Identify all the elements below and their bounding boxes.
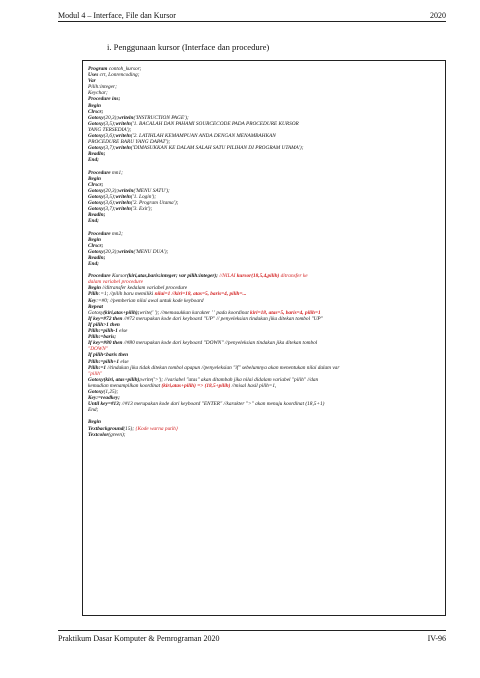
page-header (58, 6, 446, 20)
code-token: (1,25); (103, 388, 119, 395)
code-token: Pilih:=baris; (88, 334, 117, 341)
code-token: Clrscr; (88, 242, 104, 249)
code-line (88, 432, 445, 438)
code-token: else (119, 358, 129, 365)
code-token: Uses (88, 72, 99, 79)
code-token: else (117, 328, 128, 335)
code-token: Clrscr; (88, 181, 104, 188)
code-token: (3,5); (103, 193, 116, 200)
code-token: Pilih (88, 291, 99, 298)
code-token: YANG TERSEDIA'); (88, 126, 132, 133)
code-token: kemudian menampilkan koordinat (88, 382, 162, 389)
code-token: Gotoxy(kiri, atas+pilih); (88, 376, 142, 383)
code-token: End; (88, 407, 99, 414)
code-token: (15); (123, 425, 136, 432)
code-token: If pilih<baris then (88, 352, 129, 359)
code-token: Pilih:=1 (88, 364, 107, 371)
code-token: Repeat (88, 303, 104, 310)
footer-course: Praktikum Dasar Komputer & Pemrograman 2020 (58, 634, 220, 643)
header-rule (58, 21, 446, 22)
code-token: Gotoxy (88, 120, 104, 127)
code-token: Key (88, 297, 97, 304)
code-token: mn1; (110, 169, 123, 176)
code-token: Keychar; (88, 90, 108, 97)
code-token: dalam variabel procedure (88, 279, 143, 286)
code-token: Readln; (88, 254, 106, 261)
code-token: Begin (88, 236, 101, 243)
code-token: ('INSTRUCTION PAGE'); (133, 114, 189, 121)
code-token: :=1; //pilih baru memiliki (98, 291, 155, 298)
code-token: //ditransfer kedalam variabel procedure (100, 285, 188, 292)
code-token: End; (88, 261, 99, 267)
code-token: Procedure (88, 230, 111, 237)
code-token: Readln; (88, 212, 106, 219)
code-token: (20,3); (103, 114, 119, 121)
code-token: nilai=1 //kiri=18, atas=5, baris=4, pilih=... (154, 291, 247, 298)
code-token: Begin (88, 175, 101, 182)
code-token: Gotoxy (88, 193, 104, 200)
code-token: Gotoxy (88, 187, 104, 194)
code-token: //#80 merupakan kode dari keyboard "DOWN" //penyeleksian tindakan jika ditekan tombol (122, 340, 318, 347)
header-year: 2020 (430, 11, 446, 20)
code-listing (82, 60, 446, 616)
code-token: If key=#80 then (88, 340, 123, 347)
page-number: IV-96 (427, 634, 446, 643)
code-token: Readln; (88, 151, 106, 158)
page-footer (58, 634, 446, 643)
code-token: Gotoxy (88, 248, 104, 255)
code-token: ('2. Program Utama'); (130, 200, 179, 207)
code-token: :=#0; //pemberian nilai awal untuk kode keyboard (96, 297, 204, 304)
code-token: Clrscr; (88, 108, 104, 115)
code-token: write('>'); //variabel "atas" akan ditambah jika nilai didalam variabel "pilih" //dan (141, 376, 319, 383)
header-title: Modul 4 – Interface, File dan Kursor (58, 11, 176, 20)
code-token: kursor(18,5,4,pilih) (236, 273, 280, 280)
footer-rule (58, 630, 446, 631)
code-token: Until key=#13; (88, 401, 121, 408)
code-token: Gotoxy (88, 114, 104, 121)
code-token: writeln (115, 133, 131, 140)
code-token: Gotoxy (88, 309, 104, 316)
code-token: "DOWN" (88, 346, 109, 353)
section-subtitle: i. Penggunaan kursor (Interface dan procedure) (107, 42, 270, 52)
code-token: Begin (88, 285, 101, 292)
code-token: writeln (115, 145, 131, 152)
code-token: (kiri,atas,baris:integer; var pilih:integer); (127, 273, 218, 280)
code-token: End; (88, 157, 99, 164)
code-token: writeln (118, 187, 134, 194)
code-token: (kiri,atas+pilih) => (18,5+pilih) (161, 382, 231, 389)
code-token: (kiri,atas+pilih); (103, 309, 140, 316)
code-token: Var (88, 78, 96, 85)
code-token: (3,7); (103, 206, 116, 213)
code-token: PROCEDURE BARU YANG DAPAT'); (88, 139, 171, 146)
code-token: Pilih:=pilih-1 (88, 328, 118, 335)
code-token: mn2; (110, 230, 123, 237)
code-token: Begin (88, 102, 101, 109)
code-token: writeln (115, 193, 131, 200)
code-token: Gotoxy (88, 200, 104, 207)
code-token: (20,3); (103, 248, 119, 255)
code-token: If key=#72 then (88, 315, 123, 322)
code-token: (20,3); (103, 187, 119, 194)
code-token: contoh_kursor; (107, 66, 142, 72)
code-token: (3,6); (103, 133, 116, 140)
code-token: writeln (115, 206, 131, 213)
code-token: writeln (118, 248, 134, 255)
code-token: //#13 merupakan kode dari keyboard "ENTER" //karakter ">" akan menuju koordinat (18,5+1) (120, 401, 325, 408)
code-token: (3,7); (103, 145, 116, 152)
code-token: Begin (88, 419, 101, 426)
code-token: //#72 merupakan kode dari keyboard "UP" // penyeleksian tindakan jika ditekan tombol "UP" (122, 315, 323, 322)
code-token: ('MENU SATU'); (133, 187, 170, 194)
code-token: "pilih" (88, 370, 103, 377)
code-token: Procedure (88, 273, 111, 280)
code-token: (green); (108, 431, 126, 438)
code-token: Gotoxy (88, 133, 104, 140)
code-token: //tindakan jika tidak ditekan tombol apapun //penyeleksian "if" sebelumnya akan menentukan nilai dalam var (106, 364, 340, 371)
code-token: ('3. Exit'); (130, 206, 153, 213)
code-token: ditransfer ke (279, 273, 308, 280)
code-token: kiri=18, atas=5, baris=4, pilih=1 (249, 309, 321, 316)
code-token: Gotoxy (88, 145, 104, 152)
code-token: If pilih>1 then (88, 321, 120, 328)
code-token: crt, Lonrencoding; (98, 72, 140, 79)
code-token: Textcolor (88, 431, 109, 438)
code-token: Program (88, 66, 108, 72)
code-token: writeln (115, 200, 131, 207)
code-token: ('2. LATIHLAH KEMAMPUAN ANDA DENGAN MENAMBAHKAN (130, 133, 276, 140)
code-token: End; (88, 218, 99, 225)
code-token: ('1. BACALAH DAN PAHAMI SOURCECODE PADA PROCEDURE KURSOR (130, 120, 299, 127)
code-token: writeln (118, 114, 134, 121)
code-token: (3,5); (103, 120, 116, 127)
code-token: write(' '); //memasukkan karakter ' ' pada koordinat (139, 309, 250, 316)
code-token: Pilih:integer; (88, 84, 117, 91)
code-token: Pilih:=pilih+1 (88, 358, 120, 365)
code-token: //misal hasil pilih=1, (230, 382, 277, 389)
code-token: ('DIMASUKKAN KE DALAM SALAH SATU PILIHAN DI PROGRAM UTAMA'); (130, 145, 304, 152)
code-token: {Kode warna putih} (135, 425, 178, 432)
code-token: Gotoxy (88, 206, 104, 213)
code-token: (3,6); (103, 200, 116, 207)
code-token: Key:=readkey; (88, 395, 120, 402)
code-token: Gotoxy (88, 388, 104, 395)
code-token: Procedure (88, 169, 111, 176)
code-token: //NILAI (217, 273, 237, 280)
code-token: writeln (115, 120, 131, 127)
code-token: Kursor (110, 273, 127, 280)
code-token: ('1. Login'); (130, 193, 157, 200)
code-token: Textbackground (88, 425, 124, 432)
code-token: Procedure ins; (88, 96, 121, 103)
code-token: ('MENU DUA'); (133, 248, 169, 255)
